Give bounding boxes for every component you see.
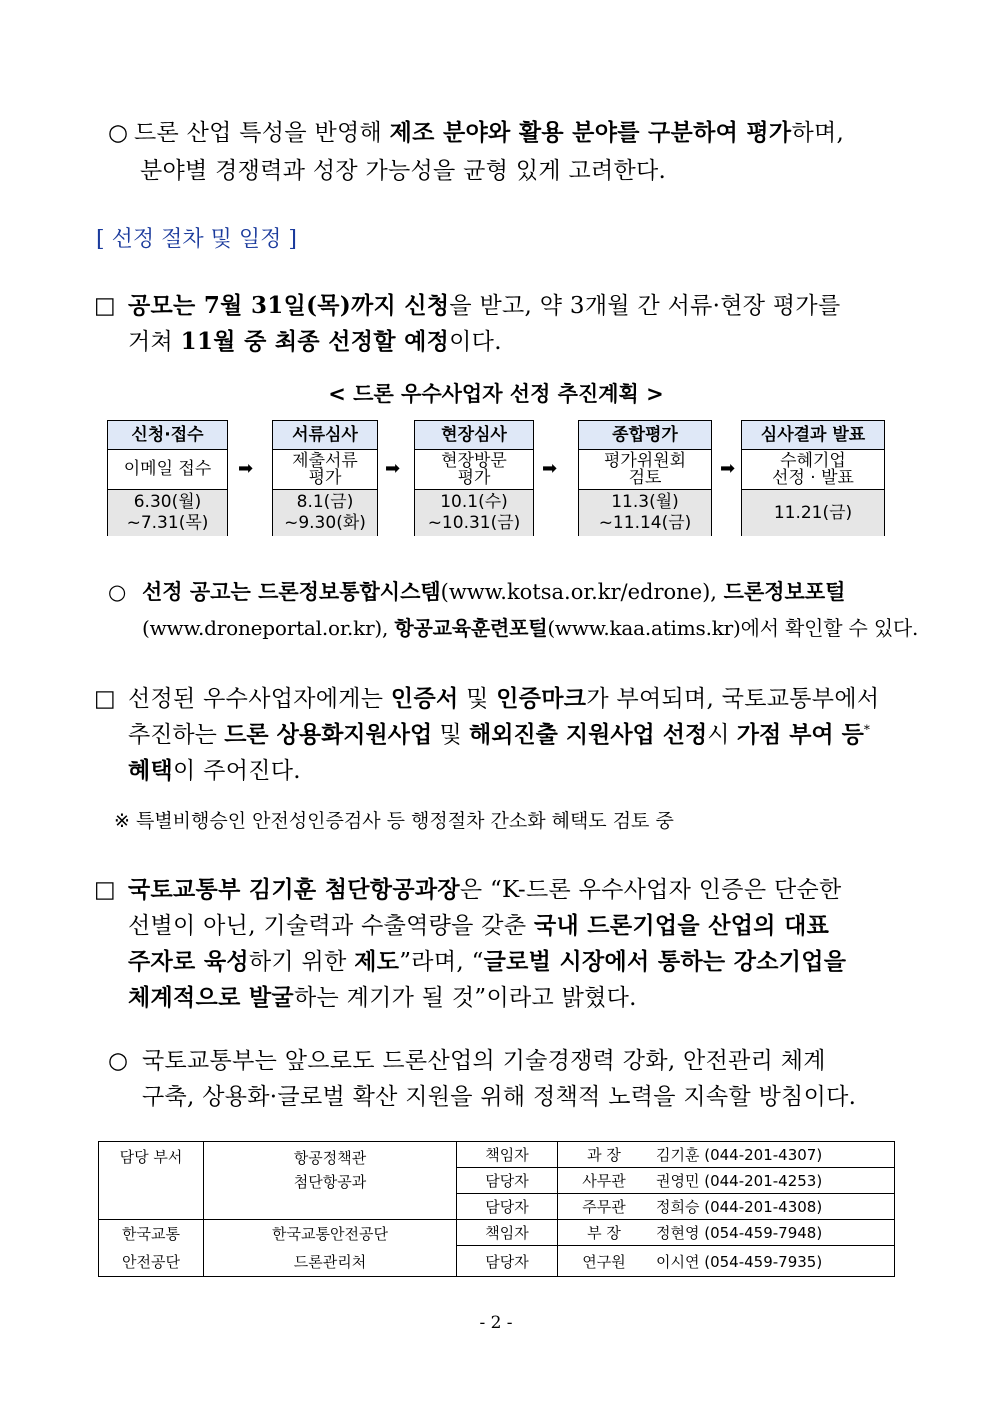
contact-person: 권영민 (044-201-4253) (650, 1168, 895, 1194)
dept-label: 담당 부서 (99, 1142, 204, 1220)
section-title: [ 선정 절차 및 일정 ] (96, 227, 297, 252)
dept-name: 한국교통안전공단 드론관리처 (204, 1220, 457, 1277)
contact-person: 정현영 (054-459-7948) (650, 1220, 895, 1246)
step-body: 이메일 접수 (108, 450, 227, 490)
step-date: 11.21(금) (742, 490, 884, 536)
flow-arrow-icon: ➡ (542, 458, 558, 479)
step-header: 서류심사 (273, 421, 377, 450)
flow-step-site-review (414, 420, 534, 536)
contact-title: 과 장 (558, 1142, 651, 1168)
flow-arrow-icon: ➡ (238, 458, 254, 479)
flow-arrow-icon: ➡ (720, 458, 736, 479)
step-body: 제출서류 평가 (273, 450, 377, 490)
step-date: 10.1(수) ~10.31(금) (415, 490, 533, 536)
paragraph-line: □ 공모는 7월 31일(목)까지 신청을 받고, 약 3개월 간 서류·현장 평가를 (94, 292, 841, 319)
flow-arrow-icon: ➡ (385, 458, 401, 479)
contact-title: 사무관 (558, 1168, 651, 1194)
contact-person: 김기훈 (044-201-4307) (650, 1142, 895, 1168)
contact-person: 정희승 (044-201-4308) (650, 1194, 895, 1220)
paragraph-line: 구축, 상용화·글로벌 확산 지원을 위해 정책적 노력을 지속할 방침이다. (142, 1084, 857, 1110)
contact-role: 담당자 (457, 1246, 558, 1277)
paragraph-line: 분야별 경쟁력과 성장 가능성을 균형 있게 고려한다. (140, 158, 667, 184)
paragraph-line: 체계적으로 발굴하는 계기가 될 것”이라고 밝혔다. (128, 984, 637, 1011)
page-number: - 2 - (479, 1313, 513, 1333)
step-body: 수혜기업 선정 · 발표 (742, 450, 884, 490)
contact-role: 책임자 (457, 1220, 558, 1246)
dept-name: 항공정책관 첨단항공과 (204, 1142, 457, 1220)
step-header: 신청·접수 (108, 421, 227, 450)
paragraph-line: 주자로 육성하기 위한 제도”라며, “글로벌 시장에서 통하는 강소기업을 (128, 948, 847, 975)
flow-step-comprehensive (578, 420, 712, 536)
contact-table (98, 1141, 895, 1277)
paragraph-line: (www.droneportal.or.kr), 항공교육훈련포털(www.kaa.atims.kr)에서 확인할 수 있다. (142, 616, 919, 640)
contact-role: 담당자 (457, 1194, 558, 1220)
flow-step-application (107, 420, 228, 536)
contact-person: 이시연 (054-459-7935) (650, 1246, 895, 1277)
step-header: 심사결과 발표 (742, 421, 884, 450)
paragraph-line: ○ 선정 공고는 드론정보통합시스템(www.kotsa.or.kr/edrone), 드론정보포털 (108, 579, 846, 604)
flow-step-announcement (741, 420, 885, 536)
step-header: 현장심사 (415, 421, 533, 450)
step-date: 6.30(월) ~7.31(목) (108, 490, 227, 536)
paragraph-line: 혜택이 주어진다. (128, 757, 301, 784)
footnote: ※ 특별비행승인 안전성인증검사 등 행정절차 간소화 혜택도 검토 중 (114, 810, 674, 832)
step-header: 종합평가 (579, 421, 711, 450)
contact-title: 주무관 (558, 1194, 651, 1220)
step-date: 8.1(금) ~9.30(화) (273, 490, 377, 536)
paragraph-line: 거쳐 11월 중 최종 선정할 예정이다. (128, 328, 502, 355)
paragraph-line: □ 국토교통부 김기훈 첨단항공과장은 “K-드론 우수사업자 인증은 단순한 (94, 876, 842, 903)
table-row (99, 1142, 895, 1168)
paragraph-line: 선별이 아닌, 기술력과 수출역량을 갖춘 국내 드론기업을 산업의 대표 (128, 912, 830, 939)
paragraph-line: □ 선정된 우수사업자에게는 인증서 및 인증마크가 부여되며, 국토교통부에서 (94, 685, 880, 712)
flow-step-document-review (272, 420, 378, 536)
paragraph-line: ○ 국토교통부는 앞으로도 드론산업의 기술경쟁력 강화, 안전관리 체계 (108, 1048, 826, 1074)
table-row (99, 1220, 895, 1246)
paragraph-line: 추진하는 드론 상용화지원사업 및 해외진출 지원사업 선정시 가점 부여 등* (128, 721, 870, 748)
dept-label: 한국교통 안전공단 (99, 1220, 204, 1277)
step-body: 현장방문 평가 (415, 450, 533, 490)
contact-role: 책임자 (457, 1142, 558, 1168)
step-date: 11.3(월) ~11.14(금) (579, 490, 711, 536)
contact-title: 부 장 (558, 1220, 651, 1246)
step-body: 평가위원회 검토 (579, 450, 711, 490)
contact-title: 연구원 (558, 1246, 651, 1277)
paragraph-line: ○ 드론 산업 특성을 반영해 제조 분야와 활용 분야를 구분하여 평가하며, (108, 119, 845, 146)
flow-title: < 드론 우수사업자 선정 추진계획 > (328, 382, 664, 406)
contact-role: 담당자 (457, 1168, 558, 1194)
